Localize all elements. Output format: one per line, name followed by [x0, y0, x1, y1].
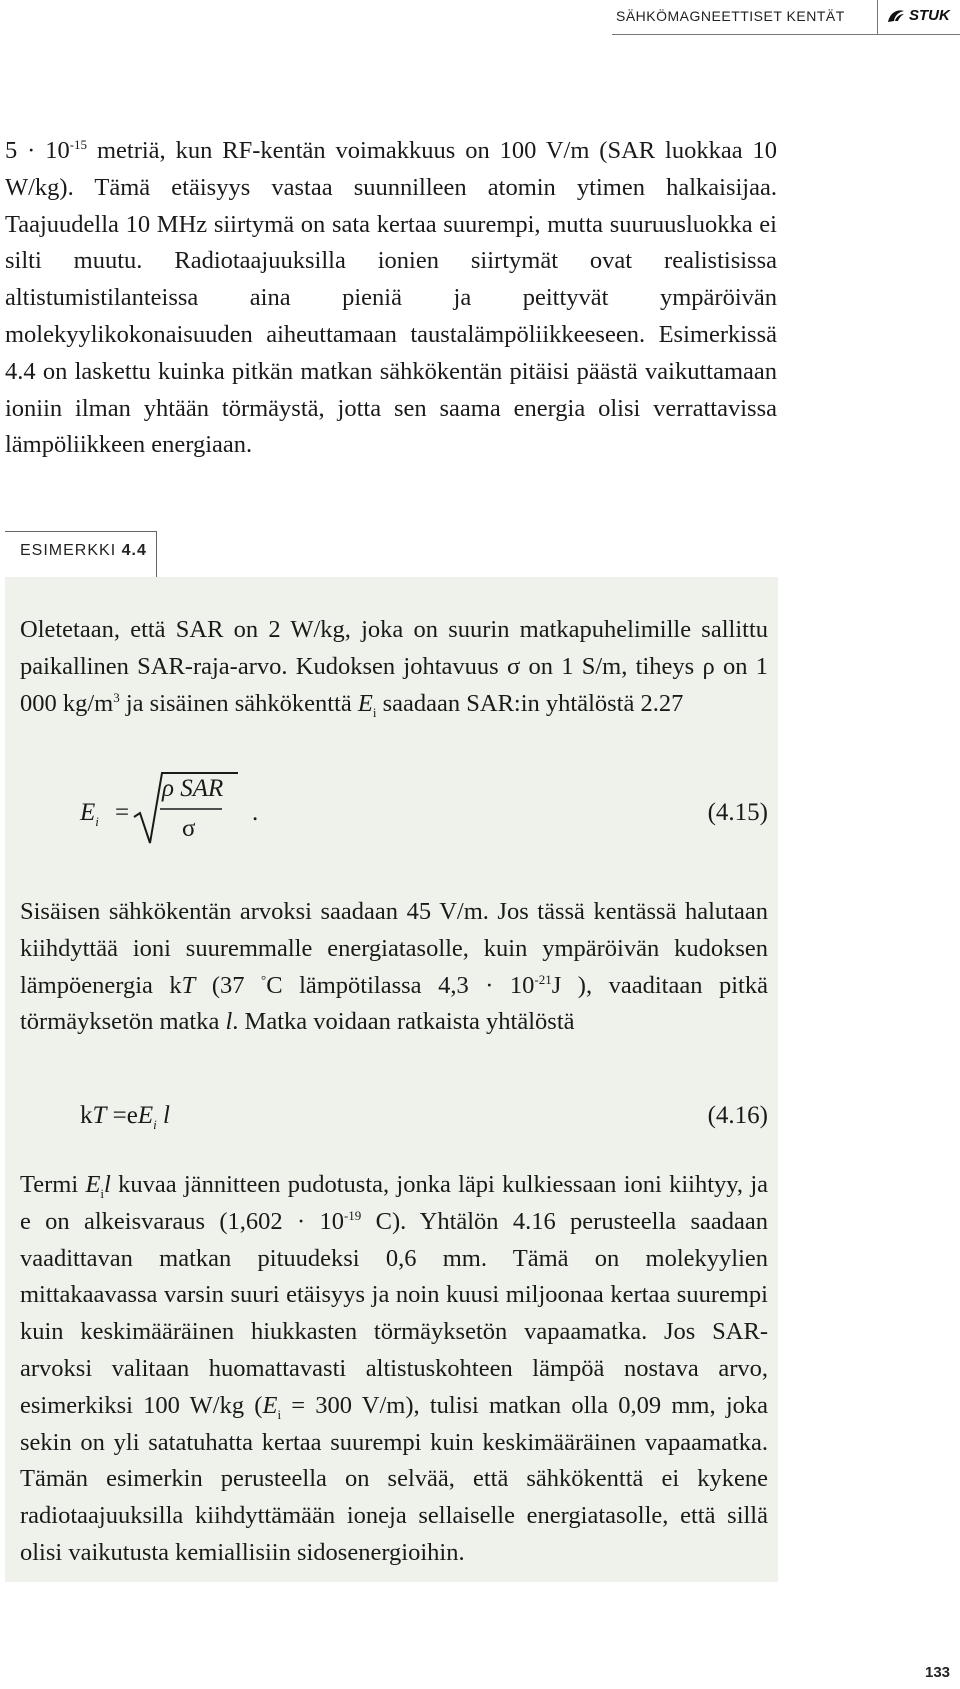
eq2-expression	[80, 1102, 170, 1130]
equation-4-15	[20, 769, 768, 849]
running-header	[612, 0, 960, 35]
para2-text-d: J ), vaaditaan pitkä törmäyksetön matka	[20, 971, 768, 1036]
eq1-denominator: σ	[182, 815, 196, 842]
para3-symbol-l: l	[104, 1171, 111, 1198]
para2-text-c: C lämpötilassa 4,3 · 10	[266, 971, 535, 999]
equation-4-16	[20, 1102, 768, 1142]
para2-symbol-l: l	[225, 1008, 233, 1036]
example-label	[20, 542, 147, 560]
para3-text-a: Termi	[20, 1171, 86, 1198]
intro-text-body: metriä, kun RF-kentän voimakkuus on 100 V/m (SAR luokkaa 10 W/kg). Tämä etäisyys vastaa suunnilleen atomin ytimen halkaisijaa. Taajuudella 10 MHz siirtymä on sata kertaa suurempi, mutta suuruusluokka ei silti muutu. Radiotaajuuksilla ionien siirtymät ovat realistisissa altistumistilanteissa aina pieniä ja peittyvät ympäröivän molekyylikokonaisuuden aiheuttamaan taustalämpöliikkeeseen. Esimerkissä 4.4 on laskettu kuinka pitkän matkan sähkökentän pitäisi päästä vaikuttamaan ioniin ilman yhtään törmäystä, jotta sen saama energia olisi verrattavissa lämpöliikkeen energiaan.	[5, 137, 777, 459]
para3-sup: -19	[343, 1207, 362, 1223]
eq2-sub: i	[153, 1117, 157, 1132]
eq2-k: k	[80, 1102, 93, 1129]
intro-paragraph	[5, 133, 777, 464]
stuk-logo-icon	[886, 8, 906, 24]
para1-text-a: Oletetaan, että SAR on 2 W/kg, joka on suurin matkapuhelimille sallittu paikallinen SAR-raja-arvo. Kudoksen johtavuus σ on 1 S/m, tiheys ρ on 1 000 kg/m	[20, 616, 768, 717]
eq1-numerator: ρ SAR	[162, 775, 224, 802]
eq2-number: (4.16)	[707, 1102, 768, 1129]
example-tab	[5, 531, 157, 577]
para2-degree: °	[261, 971, 267, 987]
page-number: 133	[925, 1664, 951, 1681]
para3-text-b: kuvaa jännitteen pudotusta, jonka läpi kulkiessaan ioni kiihtyy, ja e on alkeisvaraus (1,602 · 10	[20, 1171, 768, 1235]
eq1-lhs-symbol: E	[80, 799, 96, 826]
eq1-lhs-sub: i	[95, 814, 99, 829]
para1-sub-i: i	[372, 704, 377, 720]
eq1-dot: .	[252, 799, 259, 826]
eq2-l: l	[156, 1102, 170, 1129]
para3-sub-i2: i	[277, 1406, 282, 1422]
header-divider	[877, 0, 878, 34]
para2-text-a: Sisäisen sähkökentän arvoksi saadaan 45 V/m. Jos tässä kentässä halutaan kiihdyttää ioni suuremmalle energiatasolle, kuin ympäröivän kudoksen lämpöenergia k	[20, 898, 768, 999]
para1-text-c: saadaan SAR:in yhtälöstä 2.27	[376, 689, 684, 717]
logo-text: STUK	[909, 7, 950, 24]
para3-sub-i: i	[100, 1185, 105, 1201]
para2-symbol-t: T	[181, 971, 196, 999]
eq2-e: E	[137, 1102, 154, 1129]
para2-sup: -21	[534, 971, 552, 987]
example-label-text: ESIMERKKI	[20, 542, 117, 559]
eq1-number: (4.15)	[707, 799, 768, 826]
para2-text-e: . Matka voidaan ratkaista yhtälöstä	[232, 1008, 575, 1036]
header-title: SÄHKÖMAGNEETTISET KENTÄT	[616, 8, 845, 24]
para3-text-c: C). Yhtälön 4.16 perusteella saadaan vaadittavan matkan pituudeksi 0,6 mm. Tämä on molekyylien mittakaavassa varsin suuri etäisyys ja noin kuusi miljoonaa kertaa suurempi kuin keskimääräinen hiukkasten törmäyksetön vapaamatka. Jos SAR-arvoksi valitaan huomattavasti altistuskohteen lämpöä nostava arvo, esimerkiksi 100 W/kg (	[20, 1207, 769, 1419]
para1-sup: 3	[113, 689, 120, 705]
example-box	[5, 577, 778, 1582]
para1-symbol-e: E	[357, 689, 373, 717]
eq2-mid: =e	[106, 1102, 138, 1129]
para3-symbol-e: E	[85, 1171, 101, 1198]
example-paragraph-1	[20, 612, 768, 722]
para1-text-b: ja sisäinen sähkökenttä	[119, 689, 358, 717]
intro-text-start: 5 · 10	[5, 137, 70, 164]
para3-symbol-e2: E	[262, 1391, 278, 1419]
example-paragraph-3	[20, 1167, 768, 1572]
example-number: 4.4	[121, 542, 147, 559]
stuk-logo	[886, 7, 950, 24]
example-paragraph-2	[20, 894, 768, 1041]
eq1-equals: =	[115, 799, 130, 826]
para2-text-b: (37	[195, 971, 261, 999]
intro-exponent: -15	[69, 136, 88, 152]
para3-text-d: = 300 V/m), tulisi matkan olla 0,09 mm, joka sekin on yli satatuhatta kertaa suurempi kuin keskimääräinen vapaamatka. Tämän esimerkin perusteella on selvää, että sähkökenttä ei kykene radiotaajuuksilla kiihdyttämään ioneja sellaiselle energiatasolle, että sillä olisi vaikutusta kemiallisiin sidosenergioihin.	[20, 1391, 769, 1566]
eq1-lhs	[80, 799, 99, 827]
eq2-t: T	[92, 1102, 107, 1129]
